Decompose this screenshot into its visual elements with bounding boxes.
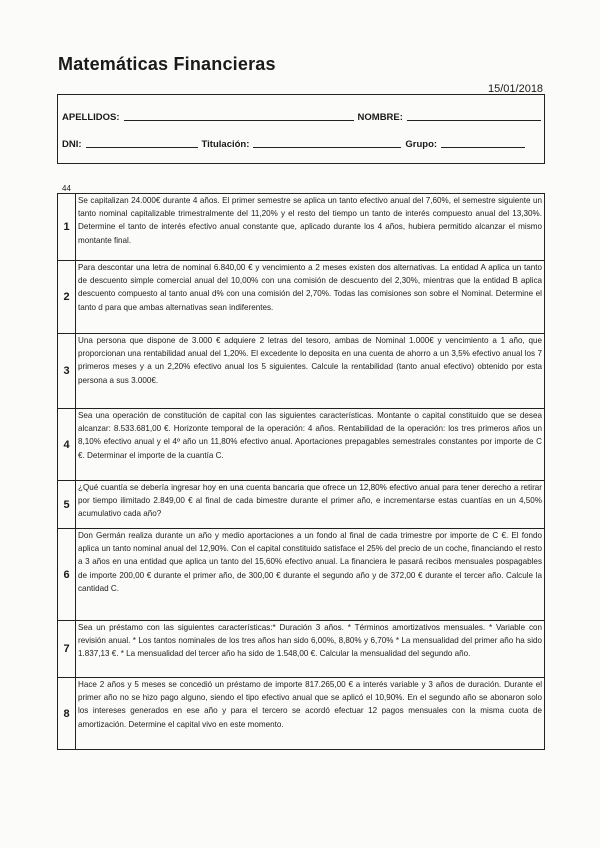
titulacion-field[interactable] [253, 146, 401, 148]
dni-label: DNI: [62, 139, 82, 150]
question-text: Una persona que dispone de 3.000 € adquiere 2 letras del tesoro, ambas de Nominal 1.000€ y vencimiento a 1 año, que proporcionan una rentabilidad anual del 1,20%. El excedente lo deposita en una cuenta de ahorro a un 3,5% efectivo anual los 7 primeros meses y a un 2,20% efectivo anual los 5 siguientes. Calcule la rentabilidad (tanto anual efectivo) obtenido por esta persona a sus 3.000€. [76, 334, 545, 409]
dni-row [62, 139, 529, 150]
question-text: Sea una operación de constitución de capital con las siguientes características. Montante o capital constituido que se desea alcanzar: 8.533.681,00 €. Horizonte temporal de la operación: 4 años. Rentabilidad de la operación: los tres primeros años un 8,10% efectivo anual y el 4º año un 11,80% efectivo anual. Aportaciones prepagables semestrales constantes por importe de C €. Determinar el importe de la cuantía C. [76, 409, 545, 481]
question-number: 3 [58, 334, 76, 409]
question-text: Hace 2 años y 5 meses se concedió un préstamo de importe 817.265,00 € a interés variable y 3 años de duración. Durante el primer año no se hizo pago alguno, siendo el tipo efectivo anual que se aplicó el 10,90%. En el segundo año se abonaron solo los intereses generados en ese año y para el tercero se acordó efectuar 12 pagos mensuales con la misma cuota de amortización. Determine el capital vivo en este momento. [76, 678, 545, 750]
question-number: 8 [58, 678, 76, 750]
nombre-field[interactable] [407, 119, 541, 121]
question-row [58, 678, 545, 750]
exam-date: 15/01/2018 [488, 83, 544, 95]
student-info-box [57, 94, 545, 164]
question-number: 5 [58, 481, 76, 529]
grupo-field[interactable] [441, 146, 525, 148]
question-row [58, 194, 545, 261]
apellidos-label: APELLIDOS: [62, 112, 120, 123]
question-number: 7 [58, 621, 76, 678]
titulacion-label: Titulación: [201, 139, 250, 150]
grupo-label: Grupo: [405, 139, 438, 150]
question-row [58, 261, 545, 334]
nombre-label: NOMBRE: [357, 112, 403, 123]
dni-field[interactable] [86, 146, 198, 148]
question-text: Sea un préstamo con las siguientes características:* Duración 3 años. * Términos amortizativos mensuales. * Variable con revisión anual. * Los tantos nominales de los tres años han sido 6,00%, 8,80% y 6,70% * La mensualidad del primer año ha sido 1.837,13 €. * La mensualidad del tercer año ha sido de 1.548,00 €. Calcular la mensualidad del segundo año. [76, 621, 545, 678]
question-number: 6 [58, 529, 76, 621]
question-row [58, 621, 545, 678]
questions-table [57, 193, 545, 750]
page-title: Matemáticas Financieras [58, 54, 276, 74]
question-row [58, 529, 545, 621]
page-number: 44 [62, 184, 71, 193]
apellidos-row [62, 112, 545, 123]
question-text: Se capitalizan 24.000€ durante 4 años. El primer semestre se aplica un tanto efectivo anual del 7,60%, el semestre siguiente un tanto nominal capitalizable trimestralmente del 11,20% y el resto del tiempo un tanto de interés compuesto anual del 13,30%. Determine el tanto de interés efectivo anual constante que, aplicado durante los 4 años, hubiera permitido alcanzar el mismo montante final. [76, 194, 545, 261]
question-number: 2 [58, 261, 76, 334]
question-row [58, 334, 545, 409]
question-text: Para descontar una letra de nominal 6.840,00 € y vencimiento a 2 meses existen dos alternativas. La entidad A aplica un tanto de descuento simple comercial anual del 10,00% con una comisión de descuento del 2,30%, mientras que la entidad B aplica descuento compuesto al tanto anual d% con una comisión del 2,70%. Todas las comisiones son sobre el Nominal. Determine el tanto d para que ambas alternativas sean indiferentes. [76, 261, 545, 334]
question-text: ¿Qué cuantía se debería ingresar hoy en una cuenta bancaria que ofrece un 12,80% efectivo anual para tener derecho a retirar por tiempo ilimitado 2.849,00 € al final de cada bimestre durante el primer año, e incrementarse estas cuantías en un 4,50% acumulativo cada año? [76, 481, 545, 529]
question-text: Don Germán realiza durante un año y medio aportaciones a un fondo al final de cada trimestre por importe de C €. El fondo aplica un tanto nominal anual del 12,90%. Con el capital constituido satisface el 25% del precio de un coche, financiando el resto a 3 años en una entidad que aplica un tanto del 15,60% efectivo anual. La financiera le pasará recibos mensuales pospagables de importe 200,00 € durante el primer año, de 300,00 € durante el segundo año y de 372,00 € durante el tercer año. Calcule la cantidad C. [76, 529, 545, 621]
question-row [58, 481, 545, 529]
question-row [58, 409, 545, 481]
question-number: 1 [58, 194, 76, 261]
question-number: 4 [58, 409, 76, 481]
apellidos-field[interactable] [124, 119, 354, 121]
